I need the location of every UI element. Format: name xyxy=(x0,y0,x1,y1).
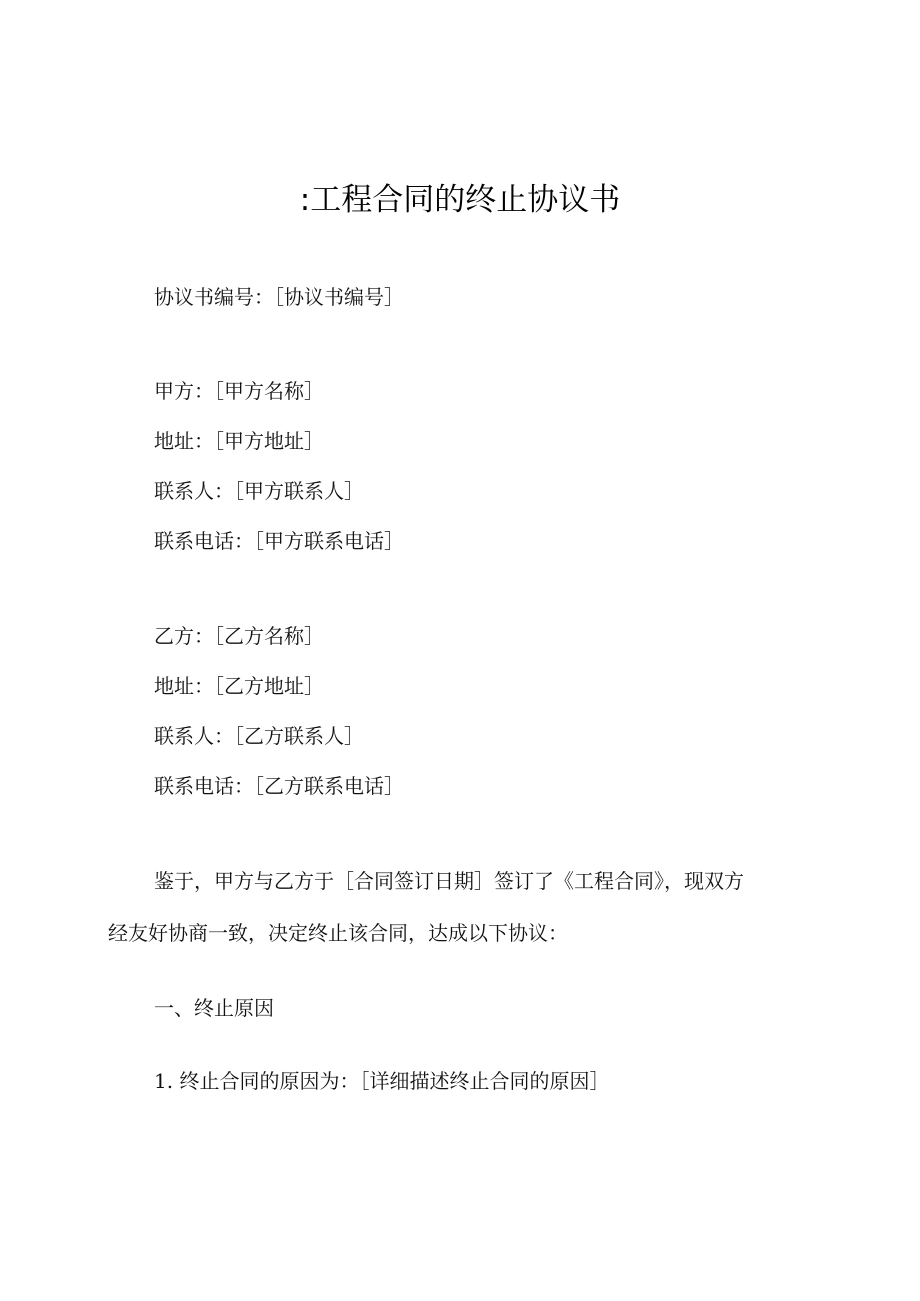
preamble-line-2: 经友好协商一致，决定终止该合同，达成以下协议： xyxy=(108,921,568,945)
section-1-heading: 一、终止原因 xyxy=(154,996,274,1020)
party-b-phone: 联系电话：［乙方联系电话］ xyxy=(154,774,404,798)
party-a-contact: 联系人：［甲方联系人］ xyxy=(154,479,364,503)
party-a-phone: 联系电话：［甲方联系电话］ xyxy=(154,529,404,553)
section-1-item-1: 1. 终止合同的原因为：［详细描述终止合同的原因］ xyxy=(154,1069,610,1093)
party-a-name: 甲方：［甲方名称］ xyxy=(154,379,324,403)
party-a-address: 地址：［甲方地址］ xyxy=(154,429,324,453)
party-b-name: 乙方：［乙方名称］ xyxy=(154,624,324,648)
preamble-line-1: 鉴于，甲方与乙方于［合同签订日期］签订了《工程合同》，现双方 xyxy=(154,869,744,893)
preamble-paragraph xyxy=(108,866,808,948)
party-b-contact: 联系人：［乙方联系人］ xyxy=(154,724,364,748)
agreement-number: 协议书编号：［协议书编号］ xyxy=(154,285,404,309)
document-title: :工程合同的终止协议书 xyxy=(299,182,621,218)
party-b-address: 地址：［乙方地址］ xyxy=(154,674,324,698)
